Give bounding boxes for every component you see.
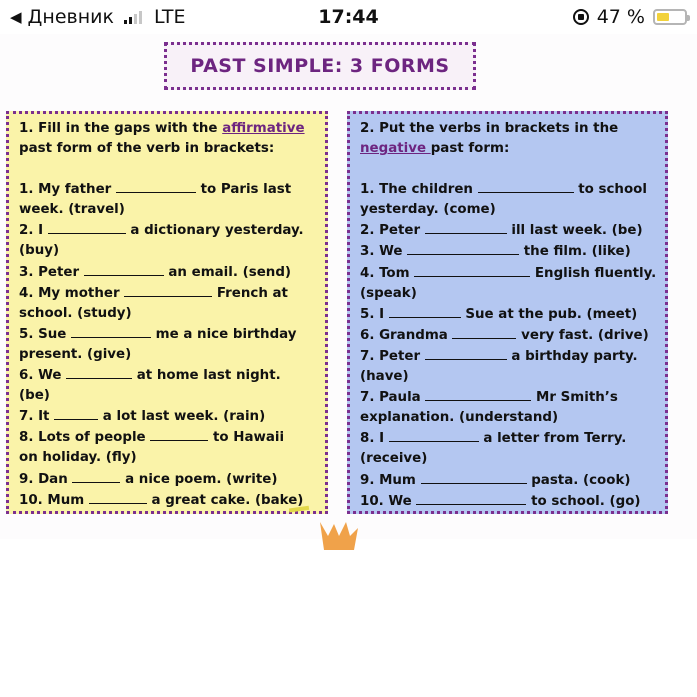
item-suffix: a letter from Terry. (478, 431, 627, 447)
exercise-1-item-8 (19, 427, 325, 448)
instruction-text: past form: (430, 141, 510, 157)
star-doodle-icon (318, 522, 360, 550)
item-prefix: 1. The children (360, 182, 478, 198)
back-arrow-icon[interactable]: ◀ (10, 8, 22, 26)
status-bar (0, 0, 697, 34)
item-continuation: explanation. (understand) (360, 410, 559, 426)
answer-blank (425, 346, 507, 360)
title-box (164, 42, 476, 90)
answer-blank (89, 490, 147, 504)
item-suffix: a birthday party. (506, 348, 638, 364)
answer-blank (414, 263, 530, 277)
item-continuation: (be) (19, 388, 50, 404)
exercise-2-item-10 (360, 470, 665, 491)
orientation-lock-icon (573, 9, 589, 25)
exercise-1-item-1 (19, 179, 325, 200)
item-suffix: a lot last week. (rain) (98, 409, 266, 425)
exercise-1-item-3 (19, 262, 325, 283)
answer-blank (389, 428, 479, 442)
answer-blank (421, 470, 527, 484)
answer-blank (150, 427, 208, 441)
battery-percent: 47 % (596, 6, 645, 28)
exercise-1-item-10 (19, 490, 325, 511)
instruction-keyword: affirmative (222, 121, 305, 136)
exercise-2-item-3 (360, 241, 665, 262)
item-suffix: the film. (like) (519, 244, 631, 260)
exercise-1-item-4 (19, 283, 325, 304)
item-prefix: 9. Dan (19, 471, 73, 487)
exercise-2-item-4 (360, 263, 665, 284)
item-prefix: 3. We (360, 244, 408, 260)
item-suffix: to school. (go) (526, 493, 641, 509)
answer-blank (72, 469, 120, 483)
item-suffix: an email. (send) (163, 264, 292, 280)
exercise-2-item-11 (360, 491, 665, 512)
exercise-2-item-8 (360, 387, 665, 408)
item-prefix: 8. Lots of people (19, 430, 151, 446)
battery-fill (657, 13, 669, 21)
exercise-2-panel (347, 111, 668, 514)
item-suffix: to Paris last (195, 182, 292, 198)
item-prefix: 5. I (360, 306, 389, 322)
item-prefix: 1. My father (19, 182, 116, 198)
exercise-1-item-5 (19, 324, 325, 345)
instruction-text: past form of the verb in brackets: (19, 141, 275, 157)
answer-blank (54, 406, 98, 420)
worksheet-image (0, 34, 697, 539)
item-suffix: very fast. (drive) (516, 327, 649, 343)
item-continuation: (have) (360, 369, 409, 385)
item-prefix: 9. Mum (360, 472, 421, 488)
answer-blank (416, 491, 526, 505)
item-suffix: a dictionary yesterday. (125, 223, 304, 239)
exercise-1-item-6 (19, 365, 325, 386)
exercise-2-item-7 (360, 346, 665, 367)
pencil-doodle-icon (287, 504, 313, 514)
answer-blank (48, 220, 126, 234)
carrier-label: LTE (153, 6, 186, 28)
battery-icon (653, 9, 687, 25)
answer-blank (389, 304, 461, 318)
item-suffix: a nice poem. (write) (120, 471, 278, 487)
item-prefix: 6. Grandma (360, 327, 453, 343)
exercise-1-item-7 (19, 406, 325, 427)
item-prefix: 10. We (360, 493, 417, 509)
answer-blank (452, 325, 516, 339)
exercise-2-item-5 (360, 304, 665, 325)
answer-blank (116, 179, 196, 193)
item-suffix: English fluently. (530, 265, 657, 281)
item-suffix: me a nice birthday (151, 326, 297, 342)
item-prefix: 10. Mum (19, 492, 89, 508)
answer-blank (71, 324, 151, 338)
item-continuation: school. (study) (19, 305, 132, 321)
item-prefix: 7. Paula (360, 390, 426, 406)
item-suffix: Sue at the pub. (meet) (460, 306, 638, 322)
exercise-1-panel (6, 111, 328, 514)
answer-blank (425, 220, 507, 234)
item-prefix: 3. Peter (19, 264, 84, 280)
item-suffix: pasta. (cook) (526, 472, 631, 488)
item-continuation: (buy) (19, 243, 60, 259)
exercise-1-instruction (19, 119, 325, 159)
item-suffix: at home last night. (132, 368, 281, 384)
item-suffix: to Hawaii (208, 430, 285, 446)
answer-blank (425, 387, 531, 401)
item-suffix: Mr Smith’s (531, 390, 618, 406)
item-suffix: to school (573, 182, 647, 198)
item-suffix: a great cake. (bake) (146, 492, 304, 508)
item-continuation: (speak) (360, 285, 417, 301)
worksheet-title: PAST SIMPLE: 3 FORMS (190, 55, 450, 77)
answer-blank (407, 241, 519, 255)
item-prefix: 2. I (19, 223, 48, 239)
instruction-text: 1. Fill in the gaps with the (19, 121, 223, 136)
status-time: 17:44 (318, 6, 379, 28)
answer-blank (478, 179, 574, 193)
instruction-keyword: negative (360, 141, 431, 157)
item-continuation: on holiday. (fly) (19, 450, 137, 466)
item-continuation: present. (give) (19, 346, 132, 362)
exercise-2-item-1 (360, 179, 665, 200)
item-continuation: (receive) (360, 451, 428, 467)
item-prefix: 7. Peter (360, 348, 425, 364)
item-continuation: yesterday. (come) (360, 202, 496, 218)
item-prefix: 6. We (19, 368, 67, 384)
item-continuation: week. (travel) (19, 202, 125, 218)
item-prefix: 8. I (360, 431, 389, 447)
item-suffix: ill last week. (be) (506, 223, 643, 239)
item-suffix: French at (212, 285, 288, 301)
exercise-2-item-9 (360, 428, 665, 449)
exercise-2-instruction (360, 119, 665, 159)
item-prefix: 4. Tom (360, 265, 415, 281)
item-prefix: 4. My mother (19, 285, 125, 301)
item-prefix: 5. Sue (19, 326, 71, 342)
item-prefix: 7. It (19, 409, 55, 425)
exercise-1-items (19, 179, 325, 511)
exercise-2-items (360, 179, 665, 512)
exercise-2-item-6 (360, 325, 665, 346)
exercise-1-item-2 (19, 220, 325, 241)
back-app-label[interactable]: Дневник (27, 6, 114, 28)
answer-blank (84, 262, 164, 276)
answer-blank (124, 283, 212, 297)
item-prefix: 2. Peter (360, 223, 425, 239)
instruction-text: 2. Put the verbs in brackets in the (360, 121, 619, 136)
answer-blank (66, 365, 132, 379)
exercise-2-item-2 (360, 220, 665, 241)
exercise-1-item-9 (19, 469, 325, 490)
